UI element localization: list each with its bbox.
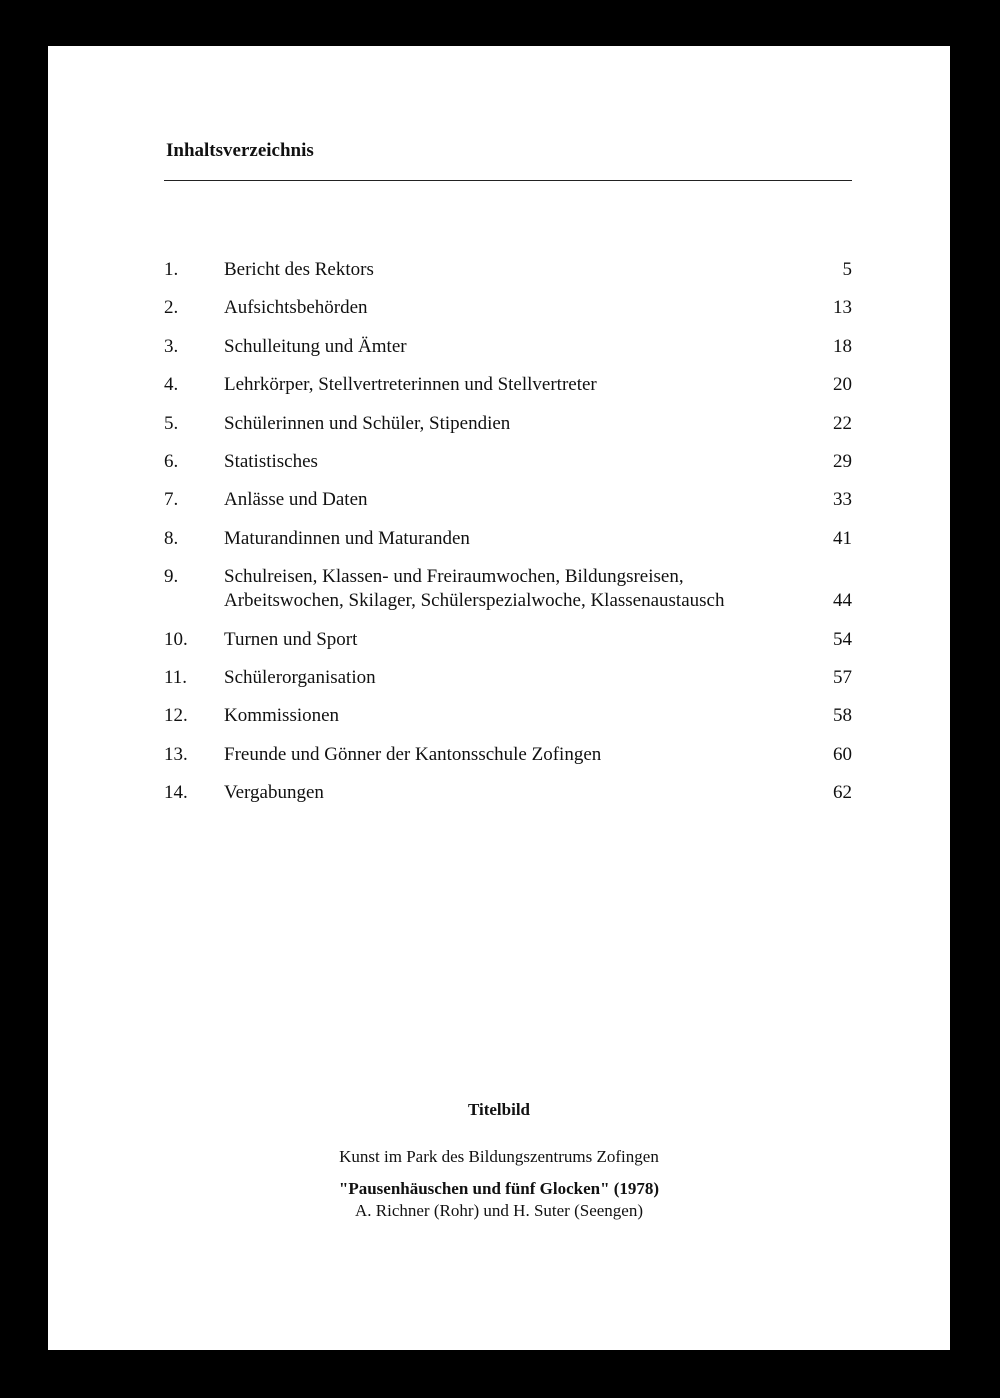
toc-entry-title (224, 373, 792, 397)
toc-entry (164, 296, 852, 320)
toc-entry-number: 9. (164, 566, 179, 588)
toc-entry-page: 5 (842, 259, 852, 280)
toc-entry (164, 565, 852, 613)
toc-entry (164, 450, 852, 474)
toc-entry-number: 11. (164, 666, 188, 688)
toc-entry (164, 628, 852, 652)
toc-entry-page: 41 (833, 527, 852, 549)
toc-entry-title-line: Bericht des Rektors (224, 259, 374, 280)
toc-entry-page: 54 (833, 628, 852, 650)
toc-entry-title (224, 450, 792, 474)
toc-entry (164, 527, 852, 551)
toc-entry-title-line: Schülerinnen und Schüler, Stipendien (224, 412, 511, 434)
toc-entry-number: 4. (164, 374, 179, 396)
toc-entry-title-line: Lehrkörper, Stellvertreterinnen und Stellvertreter (224, 374, 597, 396)
toc-entry-title-line: Maturandinnen und Maturanden (224, 527, 470, 549)
toc-entry-number: 5. (164, 412, 179, 434)
toc-entry-title-line: Freunde und Gönner der Kantonsschule Zofingen (224, 743, 602, 765)
toc-entry-number: 8. (164, 527, 179, 549)
toc-entry-page: 22 (833, 412, 852, 434)
toc-entry (164, 781, 852, 805)
toc-entry-title (224, 781, 792, 805)
toc-entry-title (224, 666, 792, 690)
toc-entry-title (224, 704, 792, 728)
toc-entry-page: 18 (833, 335, 852, 357)
toc-entry-title-line: Schulreisen, Klassen- und Freiraumwochen, Bildungsreisen, (224, 566, 684, 588)
cover-work-title: "Pausenhäuschen und fünf Glocken" (1978) (338, 1179, 660, 1198)
toc-entry-title-line: Turnen und Sport (224, 628, 358, 650)
toc-entry-title-line: Anlässe und Daten (224, 489, 368, 511)
cover-label: Titelbild (467, 1100, 531, 1119)
cover-artists: A. Richner (Rohr) und H. Suter (Seengen) (355, 1201, 643, 1220)
toc-entry (164, 704, 852, 728)
toc-entry-number: 10. (164, 628, 188, 650)
toc-entry-title (224, 527, 792, 551)
toc-entry-title-line: Kommissionen (224, 705, 340, 727)
toc-entry-number: 12. (164, 705, 188, 727)
toc-entry-title (224, 565, 792, 613)
toc-entry-title-line: Aufsichtsbehörden (224, 297, 368, 319)
toc-entry (164, 335, 852, 359)
toc-entry-page: 13 (833, 297, 852, 319)
toc-entry-title (224, 412, 792, 436)
toc-entry-title (224, 628, 792, 652)
table-of-contents (164, 258, 852, 819)
toc-entry-page: 44 (833, 590, 852, 612)
toc-entry-page: 62 (833, 782, 852, 804)
document-page (48, 46, 950, 1350)
toc-entry-title-line: Schülerorganisation (224, 666, 376, 688)
toc-entry-number: 14. (164, 782, 188, 804)
toc-entry-page: 29 (833, 450, 852, 472)
toc-entry-page: 57 (833, 666, 852, 688)
toc-entry-title-line: Arbeitswochen, Skilager, Schülerspezialwoche, Klassenaustausch (224, 590, 725, 612)
toc-entry-page: 20 (833, 374, 852, 396)
toc-entry (164, 258, 852, 282)
toc-entry (164, 743, 852, 767)
cover-caption (48, 1100, 950, 1222)
toc-entry-title (224, 335, 792, 359)
toc-entry-number: 7. (164, 489, 179, 511)
page-heading: Inhaltsverzeichnis (166, 140, 314, 161)
toc-entry-page: 60 (833, 743, 852, 765)
heading-divider (164, 180, 852, 181)
toc-entry-title-line: Vergabungen (224, 782, 324, 804)
toc-entry-number: 3. (164, 335, 179, 357)
toc-entry-number: 6. (164, 450, 179, 472)
toc-entry-title-line: Schulleitung und Ämter (224, 335, 407, 357)
toc-entry-page: 33 (833, 489, 852, 511)
toc-entry (164, 666, 852, 690)
toc-entry-title (224, 258, 792, 282)
toc-entry (164, 488, 852, 512)
toc-entry (164, 412, 852, 436)
toc-entry-title-line: Statistisches (224, 450, 318, 472)
toc-entry-page: 58 (833, 705, 852, 727)
toc-entry-number: 13. (164, 743, 188, 765)
toc-entry (164, 373, 852, 397)
cover-description: Kunst im Park des Bildungszentrums Zofingen (339, 1147, 659, 1166)
toc-entry-title (224, 296, 792, 320)
toc-entry-title (224, 488, 792, 512)
toc-entry-title (224, 743, 792, 767)
toc-entry-number: 1. (164, 259, 179, 280)
toc-entry-number: 2. (164, 297, 179, 319)
